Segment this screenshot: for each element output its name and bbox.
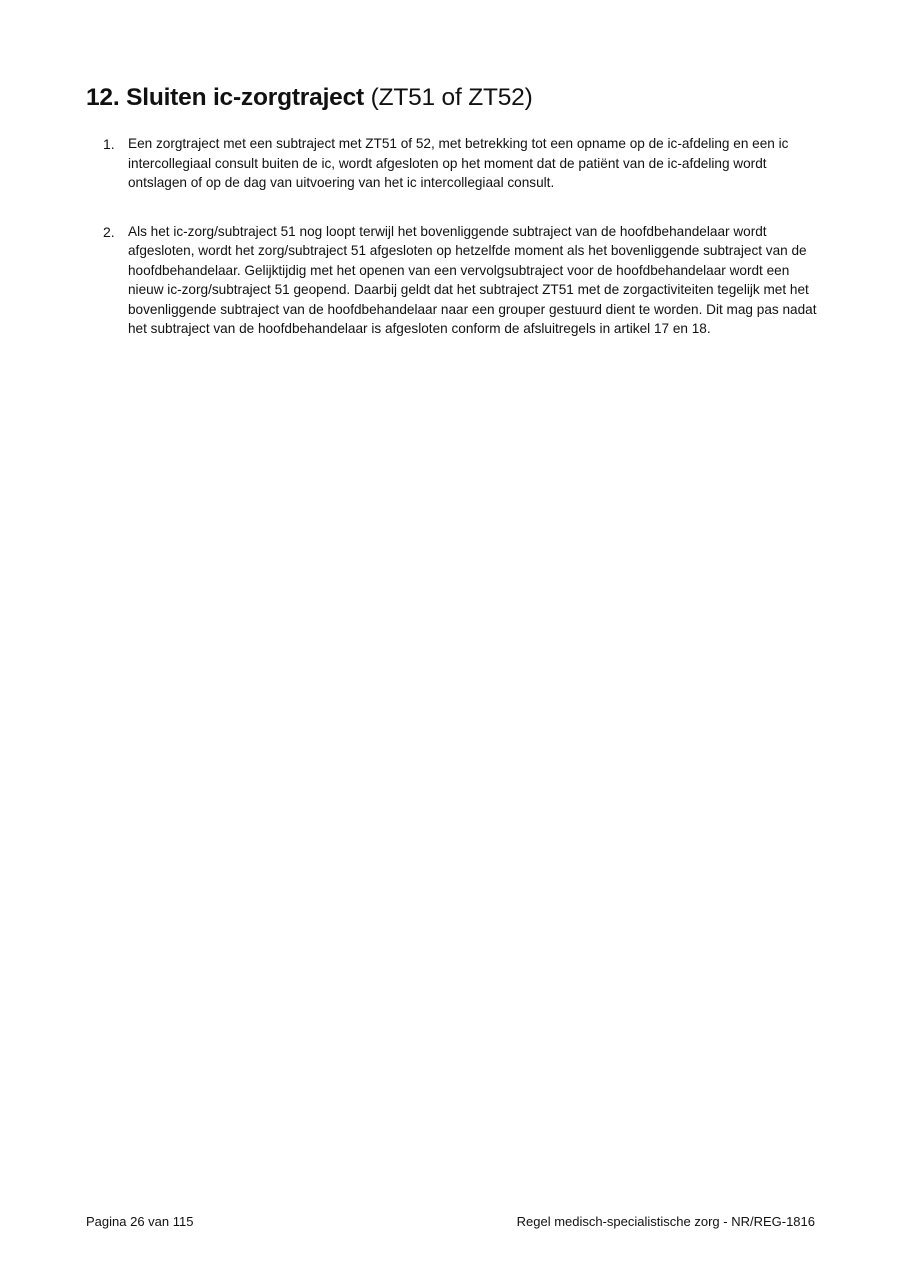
list-item: [100, 134, 820, 193]
page-number: Pagina 26 van 115: [86, 1214, 194, 1229]
list-item-text: Een zorgtraject met een subtraject met ZT51 of 52, met betrekking tot een opname op de ic-afdeling en een ic intercollegiaal consult buiten de ic, wordt afgesloten op het moment dat de patiënt van de ic-afdeling wordt ontslagen of op de dag van uitvoering van het ic intercollegiaal consult.: [128, 136, 789, 190]
page-title: [86, 84, 533, 112]
list-item: [100, 222, 820, 339]
article-list: [100, 134, 820, 368]
list-item-number: 2.: [103, 223, 115, 240]
list-item-text: Als het ic-zorg/subtraject 51 nog loopt terwijl het bovenliggende subtraject van de hoofdbehandelaar wordt afgesloten, wordt het zorg/subtraject 51 afgesloten op hetzelfde moment als het bovenliggende subtraject van de hoofdbehandelaar. Gelijktijdig met het openen van een vervolgsubtraject voor de hoofdbehandelaar wordt een nieuw ic-zorg/subtraject 51 geopend. Daarbij geldt dat het subtraject ZT51 met de zorgactiviteiten tegelijk met het bovenliggende subtraject van de hoofdbehandelaar naar een grouper gestuurd dient te worden. Dit mag pas nadat het subtraject van de hoofdbehandelaar is afgesloten conform de afsluitregels in artikel 17 en 18.: [128, 223, 817, 336]
list-item-number: 1.: [103, 136, 115, 152]
page-title-main: 12. Sluiten ic-zorgtraject: [86, 84, 364, 111]
document-reference: Regel medisch-specialistische zorg - NR/REG-1816: [516, 1214, 815, 1229]
page-title-codes: (ZT51 of ZT52): [364, 84, 533, 111]
